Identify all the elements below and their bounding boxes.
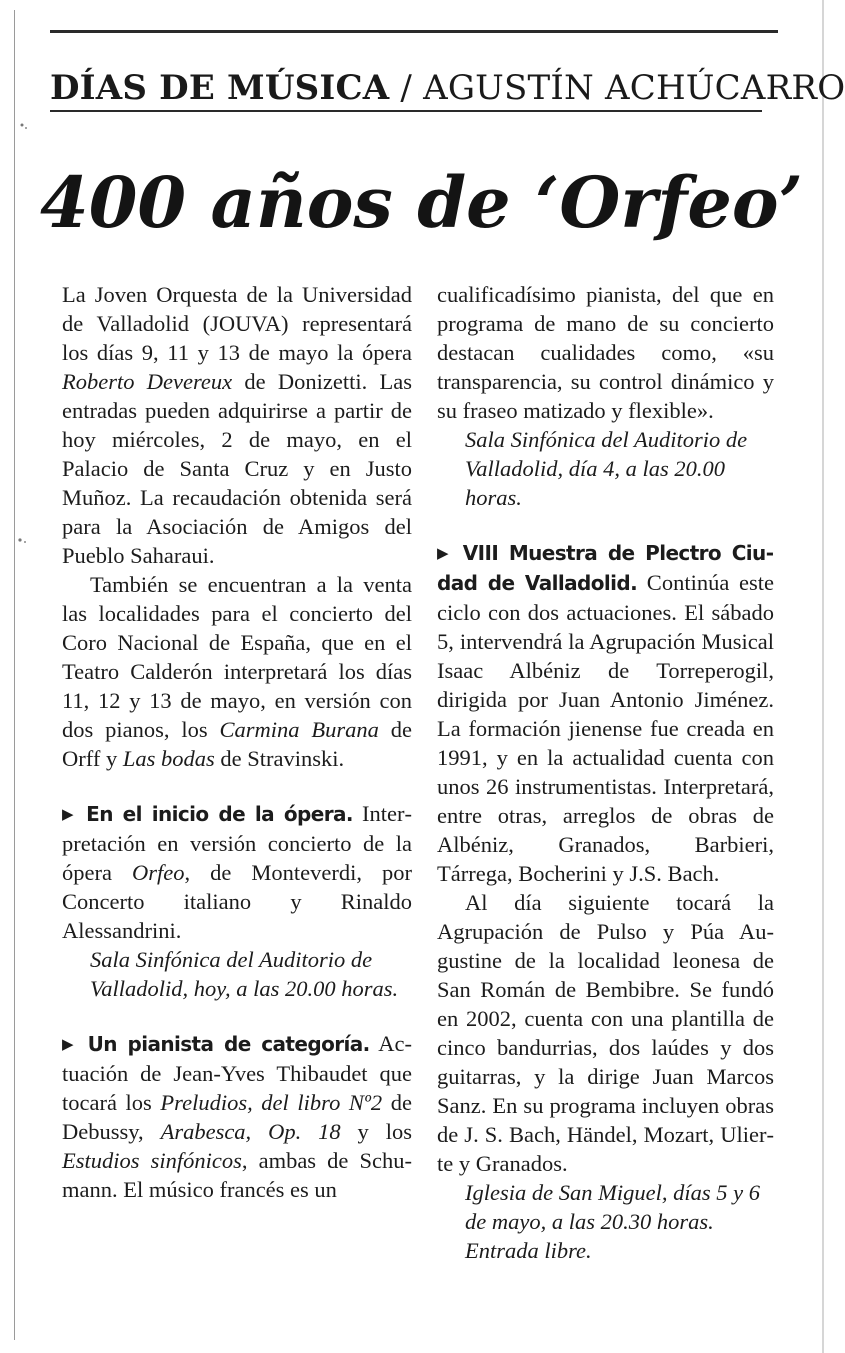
text-span: Continúa este ciclo con dos actuaciones. El sábado 5, intervendrá la Agrupación Musical Isaac Albéniz de Torreperogil, dirigida por Juan Antonio Jiménez. La formación jienense fue creada en 1991, y en la actualidad cuenta con unos 26 instrumentistas. Interpretará, entre otras, arreglos de obras de Albéniz, Granados, Barbieri, Tárrega, Bocherini y J.S. Bach. — [437, 570, 775, 886]
triangle-bullet-icon: ▶ — [62, 1035, 78, 1053]
section-name: DÍAS DE MÚSICA — [50, 68, 390, 108]
text-span: La Joven Orquesta de la Universidad de Valladolid (JOUVA) representará los días 9, 11 y 13 de mayo la ópera — [62, 282, 412, 365]
text-span: de Stravinski. — [214, 746, 345, 771]
work-title: Arabesca, Op. 18 — [160, 1119, 341, 1144]
text-span: de Donizetti. Las entradas pueden adquirirse a partir de hoy miércoles, 2 de mayo, en el Palacio de Santa Cruz y en Justo Muñoz. La recaudación obtenida será para la Asociación de Amigos del Pueblo Saharaui. — [62, 369, 413, 568]
venue-line: Sala Sinfónica del Auditorio de Valladolid, hoy, a las 20.00 horas. — [90, 947, 399, 1001]
scan-edge-left — [14, 10, 15, 1340]
text-span: , de Monteverdi, por Concerto italiano y Rinaldo Alessandrini. — [62, 860, 412, 943]
item-title: En el inicio de la ópera. — [86, 802, 353, 826]
right-column — [437, 280, 774, 1265]
work-title: Carmina Burana — [219, 717, 379, 742]
item-pianista — [62, 1029, 412, 1204]
text-span: Interpretación en versión concierto de la ópera — [62, 801, 412, 885]
header-rule — [50, 110, 762, 112]
work-title: Las bodas — [122, 746, 215, 771]
work-title: Preludios, del libro Nº2 — [160, 1090, 383, 1115]
author-name: AGUSTÍN ACHÚCARRO — [423, 68, 845, 108]
text-span: , ambas de Schumann. El músico francés es un — [62, 1148, 412, 1202]
work-title: Roberto Devereux — [62, 369, 233, 394]
item-title: VIII Muestra de Plectro Ciudad de Valladolid. — [437, 541, 774, 595]
text-span: y los — [340, 1119, 412, 1144]
work-title: Orfeo — [131, 860, 185, 885]
header-separator: / — [389, 68, 424, 108]
paragraph-pianista-cont: cualificadísimo pianista, del que en programa de mano de su concierto destacan cualidades como, «su transparencia, su control dinámico y su fraseo matizado y flexible». — [437, 282, 774, 423]
top-rule — [50, 30, 778, 33]
text-span: También se encuentran a la venta las localidades para el concierto del Coro Nacional de España, que en el Teatro Calderón interpretará los días 11, 12 y 13 de mayo, en versión con dos pianos, los — [62, 572, 412, 742]
section-header — [50, 68, 845, 114]
paragraph-coro-nacional — [62, 570, 412, 773]
left-column — [62, 280, 412, 1204]
text-span: Actuación de Jean-Yves Thibaudet que tocará los — [62, 1031, 412, 1115]
venue-line: Sala Sinfónica del Auditorio de Valladolid, día 4, a las 20.00 horas. — [465, 427, 748, 510]
triangle-bullet-icon: ▶ — [62, 805, 78, 823]
headline: 400 años de ‘Orfeo’ — [40, 161, 803, 244]
item-inicio-opera — [62, 799, 412, 945]
paragraph-jouva — [62, 280, 412, 570]
scan-edge-right — [822, 0, 824, 1353]
triangle-bullet-icon: ▶ — [437, 544, 453, 562]
item-muestra-plectro — [437, 538, 774, 888]
paragraph-dia-siguiente: Al día siguiente tocará la Agrupación de Pulso y Púa Augustine de la localidad leonesa de San Román de Bembibre. Se fundó en 2002, cuenta con una plantilla de cinco bandurrias, dos laúdes y dos guitarras, y la dirige Juan Marcos Sanz. En su programa incluyen obras de J. S. Bach, Händel, Mozart, Ulierte y Granados. — [437, 890, 774, 1176]
text-span: de Debussy, — [62, 1090, 412, 1144]
item-title: Un pianista de categoría. — [87, 1032, 370, 1056]
work-title: Estudios sinfónicos — [62, 1148, 242, 1173]
venue-line: Iglesia de San Miguel, días 5 y 6 de mayo, a las 20.30 horas. Entrada libre. — [465, 1180, 760, 1263]
text-span: de Orff y — [62, 717, 412, 771]
